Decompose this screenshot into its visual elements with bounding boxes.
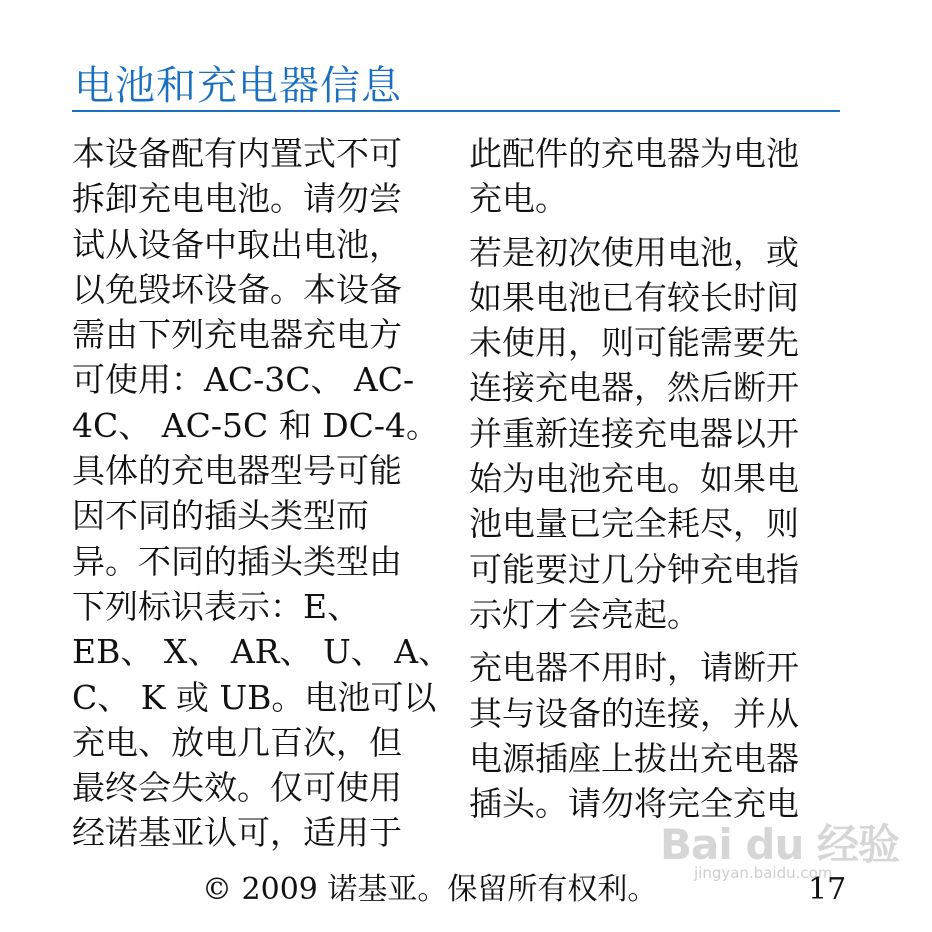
copyright-footer: © 2009 诺基亚。保留所有权利。 <box>202 872 658 907</box>
watermark-logo: Bai du 经验 <box>660 820 899 869</box>
text-line: 试从设备中取出电池， <box>72 224 402 264</box>
text-line: 示灯才会亮起。 <box>469 594 700 634</box>
right-text-column <box>469 131 841 826</box>
text-line: EB、 X、 AR、 U、 A、 <box>72 632 452 672</box>
text-line: 电源插座上拔出充电器 <box>469 738 799 778</box>
text-line: 具体的充电器型号可能 <box>72 451 402 491</box>
text-line: 拆卸充电电池。请勿尝 <box>72 179 402 219</box>
text-line: 此配件的充电器为电池 <box>469 134 799 173</box>
paragraph-spacer <box>469 637 841 645</box>
paragraph-spacer <box>469 222 841 230</box>
paragraph-unplug <box>469 645 841 826</box>
text-line: 插头。请勿将完全充电 <box>469 784 799 824</box>
text-line: 充电、放电几百次，但 <box>72 722 402 762</box>
text-line: 其与设备的连接，并从 <box>469 693 799 733</box>
text-line: 下列标识表示：E、 <box>72 586 361 626</box>
text-line: 4C、 AC-5C 和 DC-4。 <box>72 405 440 445</box>
text-line: 可能要过几分钟充电指 <box>469 549 799 589</box>
text-line: 始为电池充电。如果电 <box>469 459 799 499</box>
text-line: 经诺基亚认可，适用于 <box>72 813 402 853</box>
text-line: 池电量已完全耗尽，则 <box>469 504 799 544</box>
text-line: 连接充电器，然后断开 <box>469 368 799 408</box>
watermark-url: jingyan.baidu.com <box>694 864 833 882</box>
paragraph-charger-intro <box>469 131 841 222</box>
page-number: 17 <box>808 872 847 907</box>
title-underline <box>72 110 840 112</box>
page-title: 电池和充电器信息 <box>74 63 402 109</box>
text-line: 因不同的插头类型而 <box>72 496 369 536</box>
text-line: 最终会失效。仅可使用 <box>72 768 402 808</box>
text-line: 异。不同的插头类型由 <box>72 541 402 581</box>
text-line: 未使用，则可能需要先 <box>469 323 799 363</box>
text-line: 充电。 <box>469 179 568 219</box>
paragraph-first-use <box>469 230 841 638</box>
text-line: 并重新连接充电器以开 <box>469 413 799 453</box>
text-line: 充电器不用时，请断开 <box>469 648 799 688</box>
text-line: 若是初次使用电池，或 <box>469 232 799 272</box>
text-line: 需由下列充电器充电方 <box>72 315 402 355</box>
text-line: 如果电池已有较长时间 <box>469 277 799 317</box>
text-line: C、 K 或 UB。电池可以 <box>72 677 437 717</box>
text-line: 本设备配有内置式不可 <box>72 134 402 173</box>
text-line: 可使用：AC-3C、 AC- <box>72 360 415 400</box>
text-line: 以免毁坏设备。本设备 <box>72 269 402 309</box>
left-text-column <box>72 131 452 856</box>
